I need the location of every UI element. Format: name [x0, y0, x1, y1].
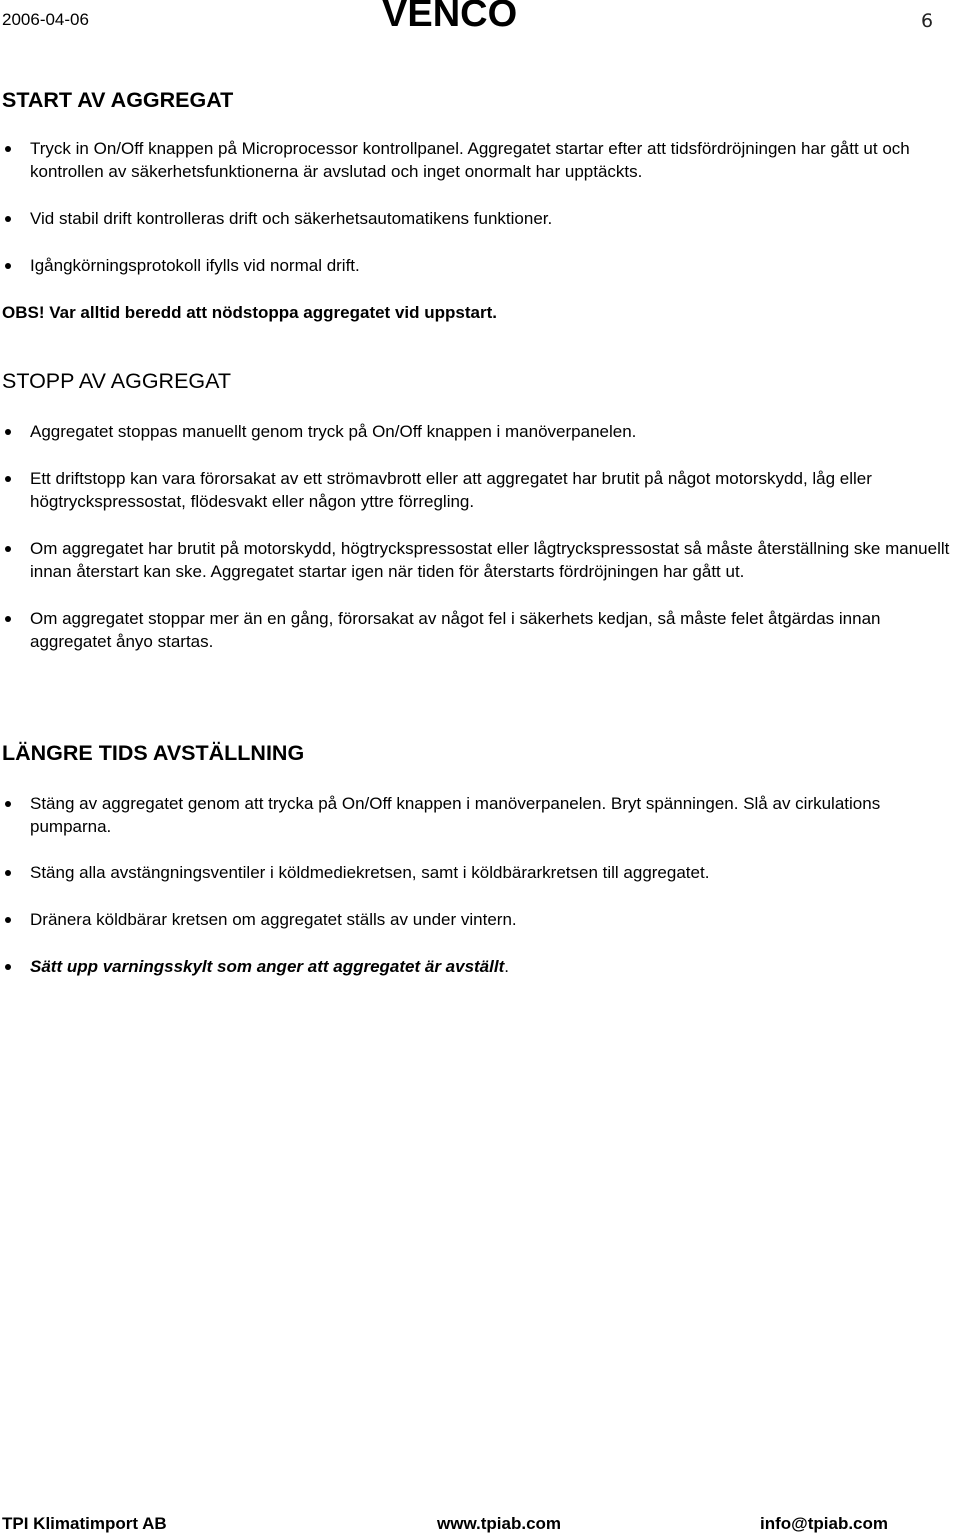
longterm-list [2, 792, 958, 978]
list-item [2, 955, 958, 978]
list-item-text: Stäng av aggregatet genom att trycka på On/Off knappen i manöverpanelen. Bryt spänningen. Slå av cirkulations pumparna. [30, 794, 881, 836]
warning-sign-instruction: Sätt upp varningsskylt som anger att aggregatet är avställt [30, 957, 505, 976]
list-item-text: Ett driftstopp kan vara förorsakat av ett strömavbrott eller att aggregatet har brutit på något motorskydd, låg eller högtryckspressostat, flödesvakt eller någon yttre förregling. [30, 469, 872, 511]
list-item-text: Vid stabil drift kontrolleras drift och säkerhetsautomatikens funktioner. [30, 209, 553, 228]
start-list [2, 137, 958, 277]
list-item [2, 467, 958, 513]
bullet-icon [5, 964, 11, 970]
footer-email[interactable]: info@tpiab.com [760, 1514, 889, 1533]
longterm-heading: LÄNGRE TIDS AVSTÄLLNING [2, 741, 305, 765]
bullet-icon [5, 429, 11, 435]
obs-warning: OBS! Var alltid beredd att nödstoppa aggregatet vid uppstart. [2, 303, 497, 322]
list-item [2, 254, 958, 277]
bullet-icon [5, 476, 11, 482]
list-item-text: Tryck in On/Off knappen på Microprocessor kontrollpanel. Aggregatet startar efter att tidsfördröjningen har gått ut och kontrollen av säkerhetsfunktionerna är avslutad och inget onormalt har upptäckts. [30, 139, 910, 181]
list-item [2, 607, 958, 653]
bullet-icon [5, 870, 11, 876]
list-item [2, 207, 958, 230]
list-item-text: Dränera köldbärar kretsen om aggregatet ställs av under vintern. [30, 910, 517, 929]
bullet-icon [5, 216, 11, 222]
stop-list [2, 420, 958, 653]
list-item [2, 908, 958, 931]
footer-website[interactable]: www.tpiab.com [437, 1514, 562, 1533]
page-number: 6 [921, 10, 934, 32]
list-item-text: Stäng alla avstängningsventiler i köldmediekretsen, samt i köldbärarkretsen till aggregatet. [30, 863, 710, 882]
list-item [2, 792, 958, 838]
list-item-text: Igångkörningsprotokoll ifylls vid normal drift. [30, 256, 360, 275]
header-date: 2006-04-06 [2, 10, 89, 29]
list-item-text: Om aggregatet stoppar mer än en gång, förorsakat av något fel i säkerhets kedjan, så måste felet åtgärdas innan aggregatet ånyo startas. [30, 609, 881, 651]
list-item [2, 137, 958, 183]
list-item [2, 537, 958, 583]
stop-section [2, 369, 958, 394]
stop-heading: STOPP AV AGGREGAT [2, 369, 232, 393]
list-item-text: Om aggregatet har brutit på motorskydd, högtryckspressostat eller lågtryckspressostat så måste återställning ske manuellt innan återstart kan ske. Aggregatet startar igen när tiden för återstarts fördröjningen har gått ut. [30, 539, 950, 581]
longterm-section [2, 741, 958, 766]
brand-logo-text: VENCO [382, 0, 518, 35]
bullet-icon [5, 546, 11, 552]
bullet-icon [5, 146, 11, 152]
bullet-icon [5, 263, 11, 269]
start-section [2, 88, 958, 113]
list-item [2, 861, 958, 884]
footer-company: TPI Klimatimport AB [2, 1514, 167, 1533]
bullet-icon [5, 917, 11, 923]
start-heading: START AV AGGREGAT [2, 88, 234, 112]
bullet-icon [5, 616, 11, 622]
list-item [2, 420, 958, 443]
bullet-icon [5, 801, 11, 807]
list-item-tail: . [504, 957, 509, 976]
list-item-text: Aggregatet stoppas manuellt genom tryck på On/Off knappen i manöverpanelen. [30, 422, 637, 441]
